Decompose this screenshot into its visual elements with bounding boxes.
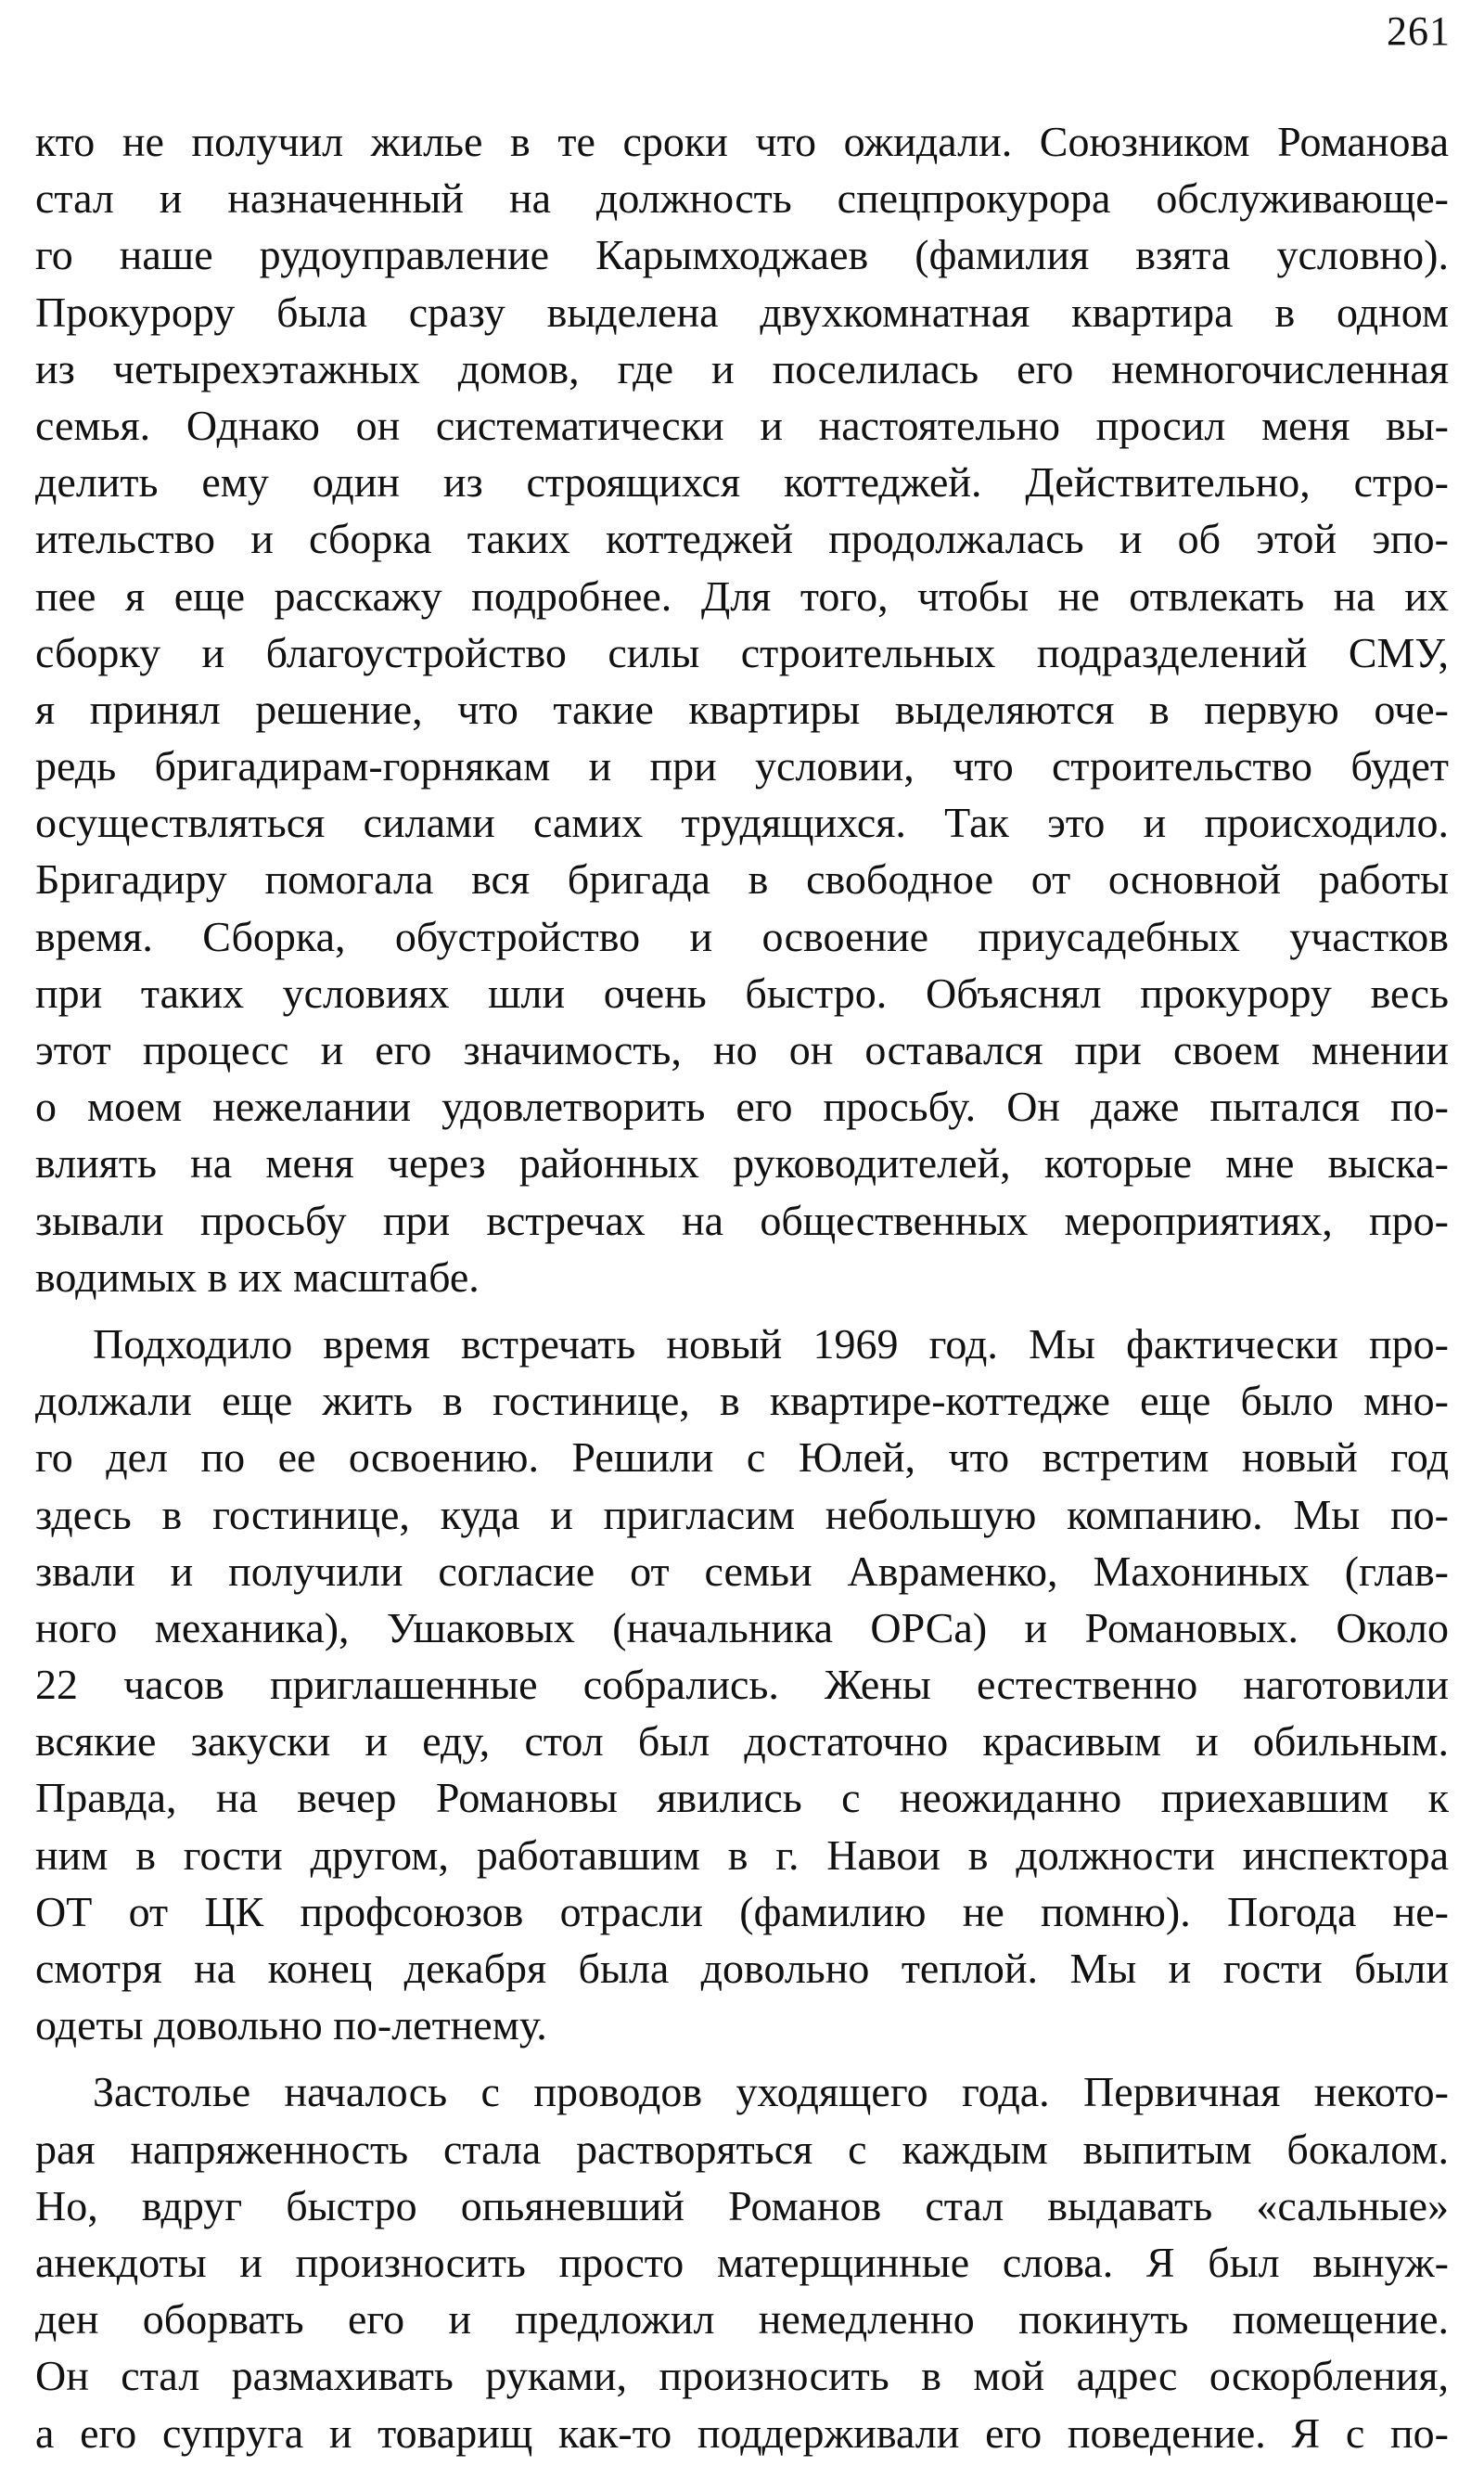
text-line: семья. Однако он систематически и настоятельно просил меня вы- (35, 401, 1449, 449)
text-line: водимых в их масштабе. (35, 1252, 480, 1301)
paragraph-spacer (35, 2053, 1449, 2063)
text-line: этот процесс и его значимость, но он оставался при своем мнении (35, 1026, 1449, 1073)
paragraph-spacer (35, 1305, 1449, 1316)
text-line: ного механика), Ушаковых (начальника ОРСа) и Романовых. Около (35, 1603, 1449, 1651)
paragraph-2 (35, 1316, 1449, 2053)
text-line: время. Сборка, обустройство и освоение приусадебных участков (35, 912, 1449, 960)
text-line: Прокурору была сразу выделена двухкомнатная квартира в одном (35, 288, 1449, 336)
text-line: анекдоты и произносить просто матерщинные слова. Я был вынуж- (35, 2238, 1449, 2286)
text-line: сборку и благоустройство силы строительных подразделений СМУ, (35, 628, 1449, 676)
text-line: го дел по ее освоению. Решили с Юлей, что встретим новый год (35, 1433, 1449, 1482)
text-line: должали еще жить в гостинице, в квартире-коттедже еще было мно- (35, 1377, 1449, 1425)
page-number: 261 (1387, 8, 1451, 54)
paragraph-1 (35, 113, 1449, 1305)
text-line: влиять на меня через районных руководителей, которые мне выска- (35, 1139, 1449, 1188)
body-text (35, 113, 1449, 2461)
text-line: ден оборвать его и предложил немедленно покинуть помещение. (35, 2295, 1449, 2344)
text-line: ОТ от ЦК профсоюзов отрасли (фамилию не помню). Погода не- (35, 1887, 1449, 1935)
text-line: рая напряженность стала растворяться с каждым выпитым бокалом. (35, 2125, 1449, 2173)
text-line: кто не получил жилье в те сроки что ожидали. Союзником Романова (35, 118, 1449, 165)
text-line: Бригадиру помогала вся бригада в свободное от основной работы (35, 855, 1449, 904)
text-line: всякие закуски и еду, стол был достаточно красивым и обильным. (35, 1717, 1449, 1766)
text-line: Он стал размахивать руками, произносить в мой адрес оскорбления, (35, 2352, 1449, 2400)
text-line: одеты довольно по-летнему. (35, 2001, 547, 2049)
text-line: го наше рудоуправление Карымходжаев (фамилия взята условно). (35, 231, 1449, 279)
text-line: осуществляться силами самих трудящихся. Так это и происходило. (35, 799, 1449, 847)
paragraph-3 (35, 2063, 1449, 2460)
text-line: из четырехэтажных домов, где и поселилась его немногочисленная (35, 344, 1449, 392)
text-line: смотря на конец декабря была довольно теплой. Мы и гости были (35, 1945, 1449, 1992)
text-line: делить ему один из строящихся коттеджей. Действительно, стро- (35, 458, 1449, 507)
text-line: Правда, на вечер Романовы явились с неожиданно приехавшим к (35, 1774, 1449, 1822)
text-line: стал и назначенный на должность спецпрокурора обслуживающе- (35, 174, 1449, 223)
text-line: 22 часов приглашенные собрались. Жены естественно наготовили (35, 1661, 1449, 1709)
text-line: а его супруга и товарищ как-то поддерживали его поведение. Я с по- (35, 2408, 1449, 2457)
text-line: ним в гости другом, работавшим в г. Навои в должности инспектора (35, 1830, 1449, 1879)
text-line: о моем нежелании удовлетворить его просьбу. Он даже пытался по- (35, 1083, 1449, 1131)
text-line: зывали просьбу при встречах на общественных мероприятиях, про- (35, 1196, 1449, 1244)
text-line: здесь в гостинице, куда и пригласим небольшую компанию. Мы по- (35, 1490, 1449, 1538)
text-line: пее я еще расскажу подробнее. Для того, чтобы не отвлекать на их (35, 572, 1449, 620)
text-line: я принял решение, что такие квартиры выделяются в первую оче- (35, 685, 1449, 733)
text-line: Но, вдруг быстро опьяневший Романов стал выдавать «сальные» (35, 2181, 1449, 2229)
text-line: ительство и сборка таких коттеджей продолжалась и об этой эпо- (35, 515, 1449, 563)
text-line: Застолье началось с проводов уходящего года. Первичная некото- (93, 2068, 1449, 2116)
text-line: звали и получили согласие от семьи Авраменко, Махониных (глав- (35, 1547, 1449, 1595)
text-line: редь бригадирам-горнякам и при условии, что строительство будет (35, 742, 1449, 790)
text-line: при таких условиях шли очень быстро. Объяснял прокурору весь (35, 969, 1449, 1017)
text-line: Подходило время встречать новый 1969 год. Мы фактически про- (93, 1319, 1449, 1368)
